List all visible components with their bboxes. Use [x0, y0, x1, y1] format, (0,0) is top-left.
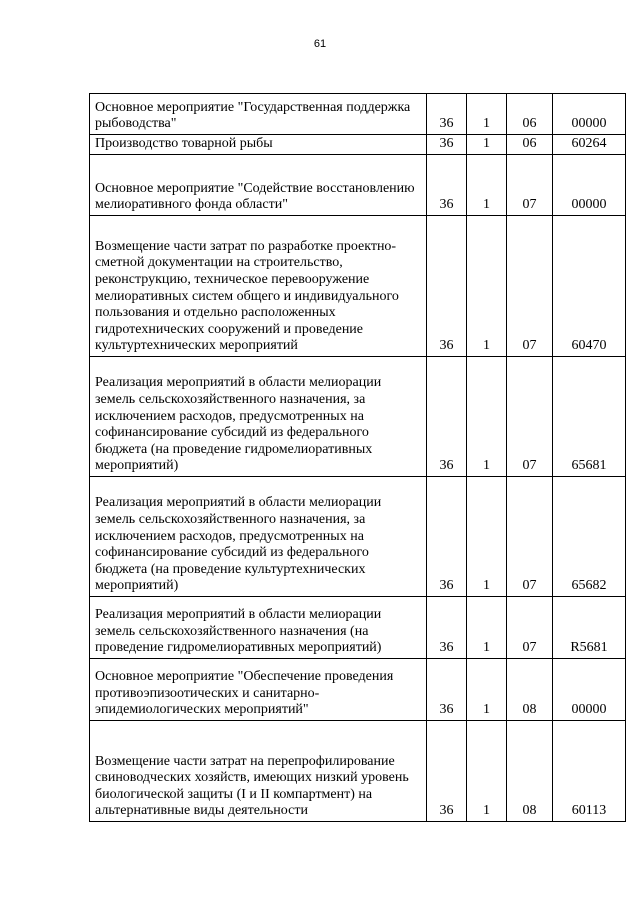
code-section: 1 [467, 597, 507, 659]
table-row [90, 94, 626, 135]
code-target: 00000 [553, 94, 626, 135]
table-row [90, 135, 626, 155]
page-number: 61 [313, 38, 327, 50]
table-row [90, 659, 626, 721]
code-section: 1 [467, 721, 507, 822]
code-target: 65681 [553, 357, 626, 477]
code-target: 00000 [553, 155, 626, 216]
code-ministry: 36 [427, 659, 467, 721]
table-row [90, 477, 626, 597]
code-section: 1 [467, 155, 507, 216]
row-name: Реализация мероприятий в области мелиорации земель сельскохозяйственного назначения (на проведение гидромелиоративных мероприятий) [90, 597, 427, 659]
code-section: 1 [467, 135, 507, 155]
row-name: Основное мероприятие "Государственная поддержка рыбоводства" [90, 94, 427, 135]
table-row [90, 597, 626, 659]
code-subsection: 07 [507, 357, 553, 477]
code-subsection: 08 [507, 721, 553, 822]
code-ministry: 36 [427, 357, 467, 477]
table-row [90, 155, 626, 216]
code-target: 60113 [553, 721, 626, 822]
table-row [90, 357, 626, 477]
code-subsection: 06 [507, 94, 553, 135]
code-section: 1 [467, 659, 507, 721]
row-name: Реализация мероприятий в области мелиорации земель сельскохозяйственного назначения, за исключением расходов, предусмотренных на софинансирование субсидий из федерального бюджета (на проведение культуртехнических мероприятий) [90, 477, 427, 597]
row-name: Производство товарной рыбы [90, 135, 427, 155]
code-subsection: 07 [507, 155, 553, 216]
code-section: 1 [467, 94, 507, 135]
code-section: 1 [467, 216, 507, 357]
code-target: 60264 [553, 135, 626, 155]
code-ministry: 36 [427, 721, 467, 822]
code-section: 1 [467, 357, 507, 477]
row-name: Возмещение части затрат на перепрофилирование свиноводческих хозяйств, имеющих низкий уровень биологической защиты (I и II компартмент) на альтернативные виды деятельности [90, 721, 427, 822]
code-target: 60470 [553, 216, 626, 357]
code-subsection: 08 [507, 659, 553, 721]
code-subsection: 07 [507, 477, 553, 597]
row-name: Основное мероприятие "Обеспечение проведения противоэпизоотических и санитарно-эпидемиологических мероприятий" [90, 659, 427, 721]
row-name: Реализация мероприятий в области мелиорации земель сельскохозяйственного назначения, за исключением расходов, предусмотренных на софинансирование субсидий из федерального бюджета (на проведение гидромелиоративных мероприятий) [90, 357, 427, 477]
code-ministry: 36 [427, 477, 467, 597]
code-target: 65682 [553, 477, 626, 597]
code-subsection: 07 [507, 597, 553, 659]
budget-classification-table [89, 93, 626, 822]
code-target: 00000 [553, 659, 626, 721]
code-ministry: 36 [427, 94, 467, 135]
code-ministry: 36 [427, 597, 467, 659]
code-ministry: 36 [427, 135, 467, 155]
row-name: Возмещение части затрат по разработке проектно-сметной документации на строительство, реконструкцию, техническое перевооружение мелиоративных систем общего и индивидуального пользования и отдельно расположенных гидротехнических сооружений и проведение культуртехнических мероприятий [90, 216, 427, 357]
table-row [90, 721, 626, 822]
table-row [90, 216, 626, 357]
code-section: 1 [467, 477, 507, 597]
code-target: R5681 [553, 597, 626, 659]
code-ministry: 36 [427, 155, 467, 216]
code-subsection: 06 [507, 135, 553, 155]
code-subsection: 07 [507, 216, 553, 357]
row-name: Основное мероприятие "Содействие восстановлению мелиоративного фонда области" [90, 155, 427, 216]
code-ministry: 36 [427, 216, 467, 357]
